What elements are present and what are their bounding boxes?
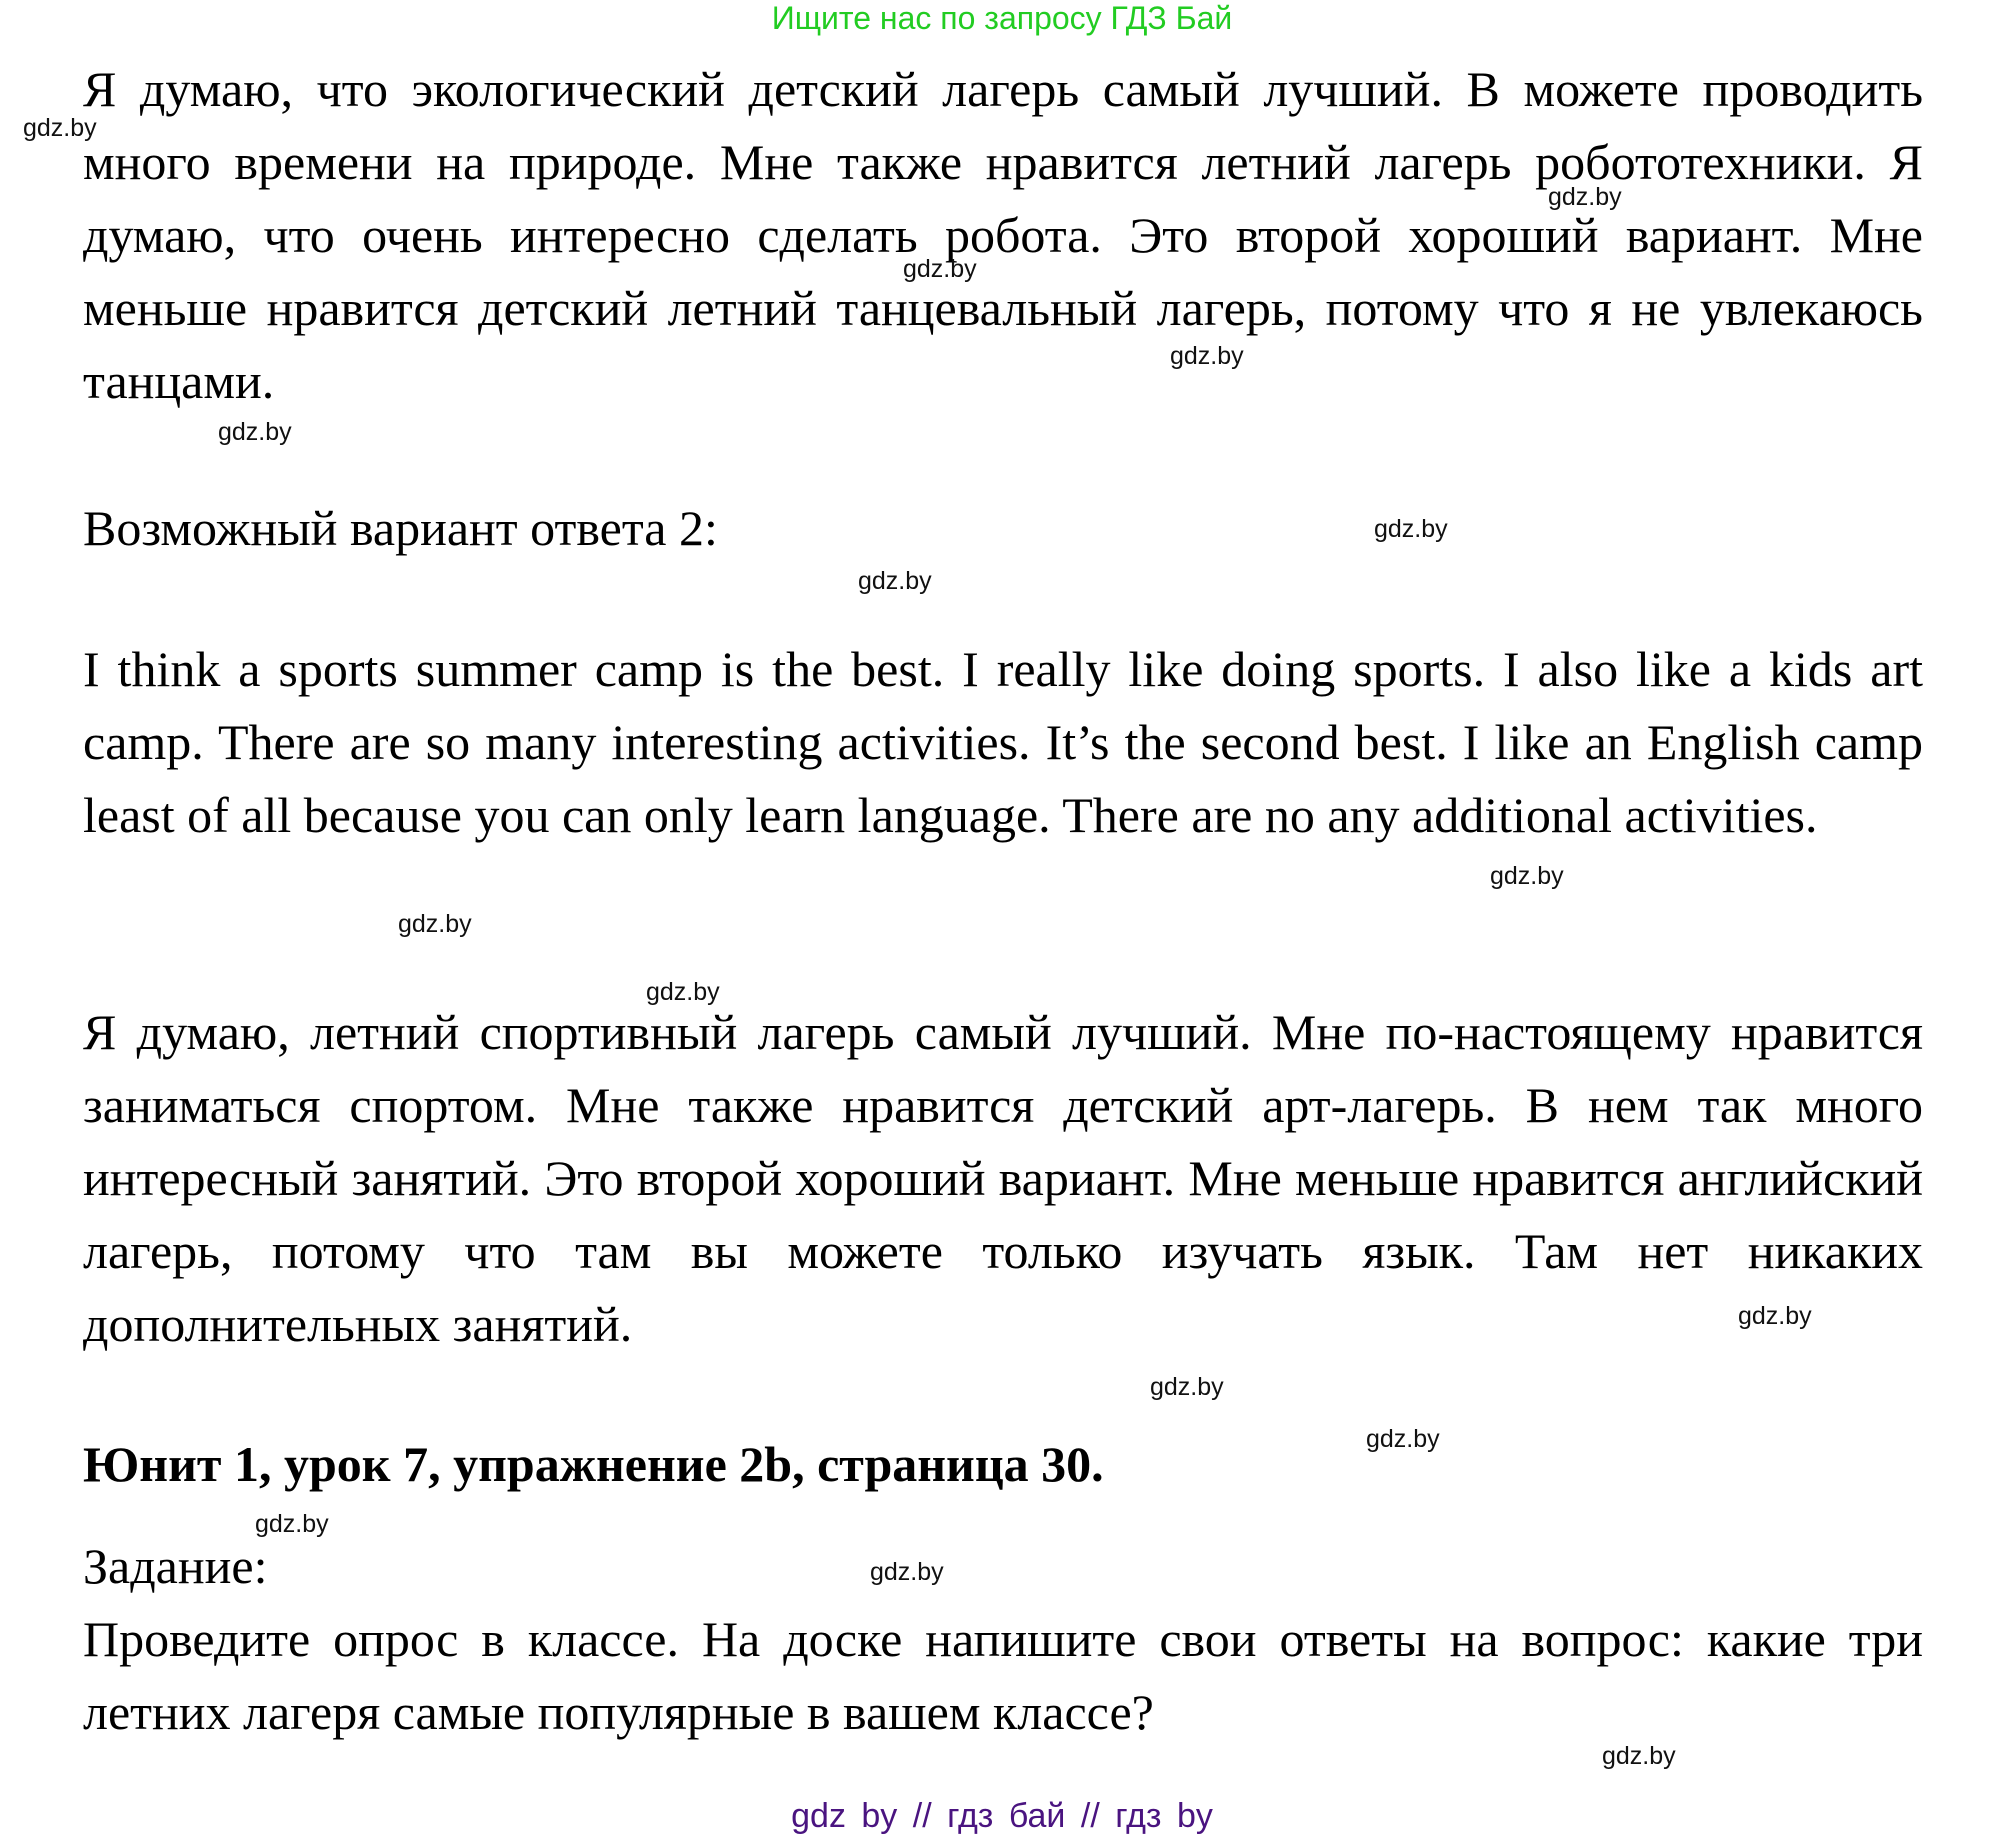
answer-paragraph-2-ru: Я думаю, летний спортивный лагерь самый лучший. Мне по-настоящему нравится заниматься спортом. Мне также нравится детский арт-лагерь. В нем так много интересный занятий. Это второй хороший вариант. Мне меньше нравится английский лагерь, потому что там вы можете только изучать язык. Там нет никаких дополнительных занятий. [83, 1004, 1923, 1352]
task-text: Проведите опрос в классе. На доске напишите свои ответы на вопрос: какие три летних лагеря самые популярные в вашем классе? [83, 1611, 1923, 1740]
watermark: gdz.by [1366, 1425, 1440, 1453]
watermark: gdz.by [858, 567, 932, 595]
search-banner: Ищите нас по запросу ГДЗ Бай [771, 0, 1233, 36]
watermark: gdz.by [23, 114, 97, 142]
watermark: gdz.by [1170, 342, 1244, 370]
watermark: gdz.by [1374, 515, 1448, 543]
watermark: gdz.by [1548, 183, 1622, 211]
watermark: gdz.by [1738, 1302, 1812, 1330]
task-label: Задание: [83, 1538, 268, 1594]
watermark: gdz.by [1490, 862, 1564, 890]
watermark: gdz.by [646, 978, 720, 1006]
watermark: gdz.by [218, 418, 292, 446]
answer-paragraph-2-en: I think a sports summer camp is the best. I really like doing sports. I also like a kids art camp. There are so many interesting activities. It’s the second best. I like an English camp least of all because you can only learn language. There are no any additional activities. [83, 641, 1923, 843]
answer-paragraph-1-ru: Я думаю, что экологический детский лагерь самый лучший. В можете проводить много времени на природе. Мне также нравится летний лагерь робототехники. Я думаю, что очень интересно сделать робота. Это второй хороший вариант. Мне меньше нравится детский летний танцевальный лагерь, потому что я не увлекаюсь танцами. [83, 61, 1923, 409]
watermark: gdz.by [255, 1510, 329, 1538]
watermark: gdz.by [870, 1558, 944, 1586]
watermark: gdz.by [903, 255, 977, 283]
variant-2-label: Возможный вариант ответа 2: [83, 500, 718, 556]
watermark: gdz.by [398, 910, 472, 938]
watermark: gdz.by [1150, 1373, 1224, 1401]
watermark: gdz.by [1602, 1742, 1676, 1770]
exercise-heading: Юнит 1, урок 7, упражнение 2b, страница 30. [83, 1436, 1104, 1492]
footer-watermark: gdz by // гдз бай // гдз by [791, 1797, 1213, 1835]
